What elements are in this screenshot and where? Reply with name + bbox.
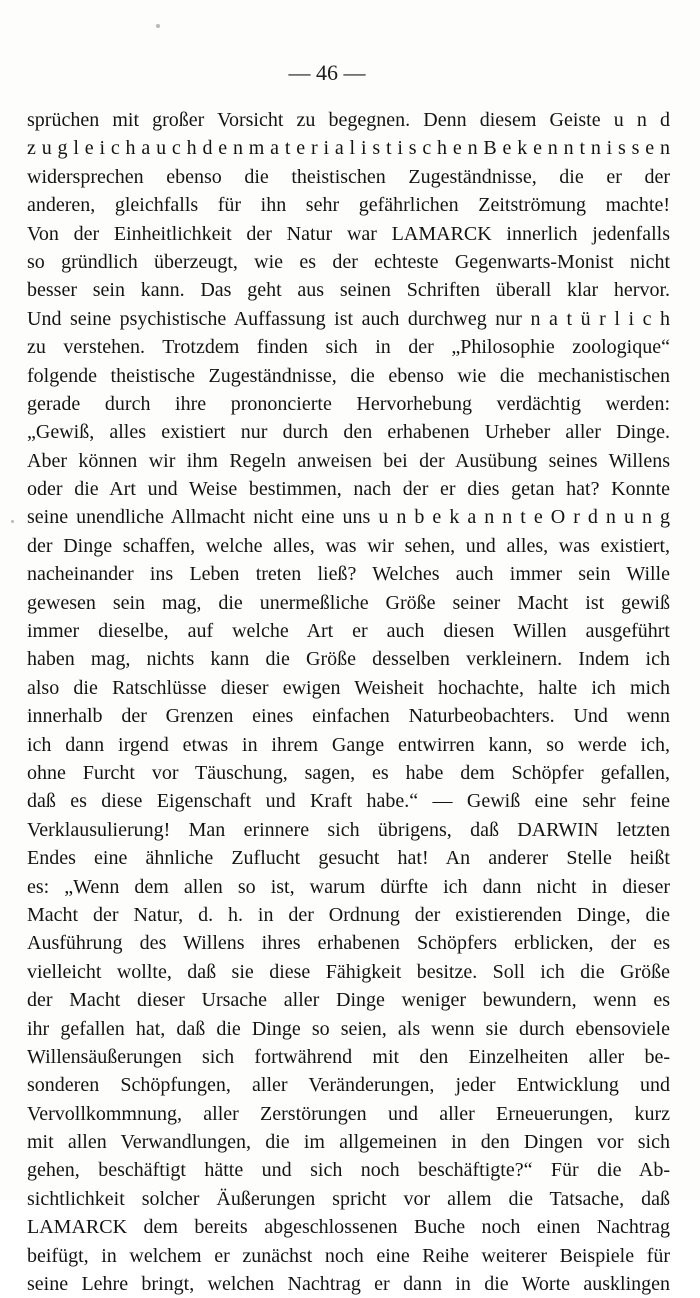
text-line: LAMARCK dem bereits abgeschlossenen Buche noch einen Nachtrag xyxy=(27,1216,670,1239)
text-line: innerhalb der Grenzen eines einfachen Naturbeobachters. Und wenn xyxy=(27,705,670,728)
text-line: folgende theistische Zugeständnisse, die ebenso wie die mechanistischen xyxy=(27,364,670,387)
text-line: Ausführung des Willens ihres erhabenen Schöpfers erblicken, der es xyxy=(27,932,670,955)
text-line: daß es diese Eigenschaft und Kraft habe.“ — Gewiß eine sehr feine xyxy=(27,790,670,813)
text-line: gerade durch ihre prononcierte Hervorhebung verdächtig werden: xyxy=(27,392,670,415)
text-line: seine unendliche Allmacht nicht eine uns u n b e k a n n t e O r d n u n g xyxy=(27,506,670,529)
text-line: gehen, beschäftigt hätte und sich noch beschäftigte?“ Für die Ab- xyxy=(27,1159,670,1182)
text-line: so gründlich überzeugt, wie es der echteste Gegenwarts-Monist nicht xyxy=(27,250,670,273)
paper-speck xyxy=(156,24,160,28)
paper-speck xyxy=(11,520,14,523)
text-line: Vervollkommnung, aller Zerstörungen und aller Erneuerungen, kurz xyxy=(27,1102,670,1125)
text-line: gewesen sein mag, die unermeßliche Größe seiner Macht ist gewiß xyxy=(27,591,670,614)
text-line: vielleicht wollte, daß sie diese Fähigkeit besitze. Soll ich die Größe xyxy=(27,960,670,983)
text-line: besser sein kann. Das geht aus seinen Schriften überall klar hervor. xyxy=(27,279,670,302)
text-line: ohne Furcht vor Täuschung, sagen, es habe dem Schöpfer gefallen, xyxy=(27,761,670,784)
text-line: sprüchen mit großer Vorsicht zu begegnen. Denn diesem Geiste u n d xyxy=(27,109,670,131)
text-line: der Macht dieser Ursache aller Dinge weniger bewundern, wenn es xyxy=(27,989,670,1012)
text-line: Von der Einheitlichkeit der Natur war LAMARCK innerlich jedenfalls xyxy=(27,222,670,245)
text-line: mit allen Verwandlungen, die im allgemeinen in den Dingen vor sich xyxy=(27,1131,670,1154)
text-line: seine Lehre bringt, welchen Nachtrag er dann in die Worte ausklingen xyxy=(27,1273,670,1296)
text-line: ihr gefallen hat, daß die Dinge so seien, als wenn sie durch ebensoviele xyxy=(27,1017,670,1040)
text-line: Endes eine ähnliche Zuflucht gesucht hat! An anderer Stelle heißt xyxy=(27,847,670,870)
text-line: der Dinge schaffen, welche alles, was wir sehen, und alles, was existiert, xyxy=(27,534,670,557)
body-text xyxy=(27,106,670,1298)
text-line: „Gewiß, alles existiert nur durch den erhabenen Urheber aller Dinge. xyxy=(27,421,670,444)
text-line: widersprechen ebenso die theistischen Zugeständnisse, die er der xyxy=(27,165,670,188)
text-line: sonderen Schöpfungen, aller Veränderungen, jeder Entwicklung und xyxy=(27,1074,670,1097)
text-line: ich dann irgend etwas in ihrem Gange entwirren kann, so werde ich, xyxy=(27,733,670,756)
text-line: Und seine psychistische Auffassung ist auch durchweg nur n a t ü r l i c h xyxy=(27,307,670,330)
text-line: sichtlichkeit solcher Äußerungen spricht vor allem die Tatsache, daß xyxy=(27,1187,670,1210)
text-line: anderen, gleichfalls für ihn sehr gefährlichen Zeitströmung machte! xyxy=(27,194,670,217)
text-line: es: „Wenn dem allen so ist, warum dürfte ich dann nicht in dieser xyxy=(27,875,670,898)
text-line: beifügt, in welchem er zunächst noch eine Reihe weiterer Beispiele für xyxy=(27,1244,670,1267)
text-line: z u g l e i c h a u c h d e n m a t e r i a l i s t i s c h e n B e k e n n t n i s s e n xyxy=(27,137,670,160)
text-line: Willensäußerungen sich fortwährend mit den Einzelheiten aller be- xyxy=(27,1045,670,1068)
text-line: Macht der Natur, d. h. in der Ordnung der existierenden Dinge, die xyxy=(27,903,670,926)
text-line: zu verstehen. Trotzdem finden sich in der „Philosophie zoologique“ xyxy=(27,336,670,359)
text-line: immer dieselbe, auf welche Art er auch diesen Willen ausgeführt xyxy=(27,620,670,643)
text-line: Aber können wir ihm Regeln anweisen bei der Ausübung seines Willens xyxy=(27,449,670,472)
page-number: — 46 — xyxy=(288,60,366,85)
text-line: Verklausulierung! Man erinnere sich übrigens, daß DARWIN letzten xyxy=(27,818,670,841)
text-line: also die Ratschlüsse dieser ewigen Weisheit hochachte, halte ich mich xyxy=(27,676,670,699)
text-line: haben mag, nichts kann die Größe desselben verkleinern. Indem ich xyxy=(27,648,670,671)
text-line: nacheinander ins Leben treten ließ? Welches auch immer sein Wille xyxy=(27,563,670,586)
text-line: oder die Art und Weise bestimmen, nach der er dies getan hat? Konnte xyxy=(27,478,670,501)
